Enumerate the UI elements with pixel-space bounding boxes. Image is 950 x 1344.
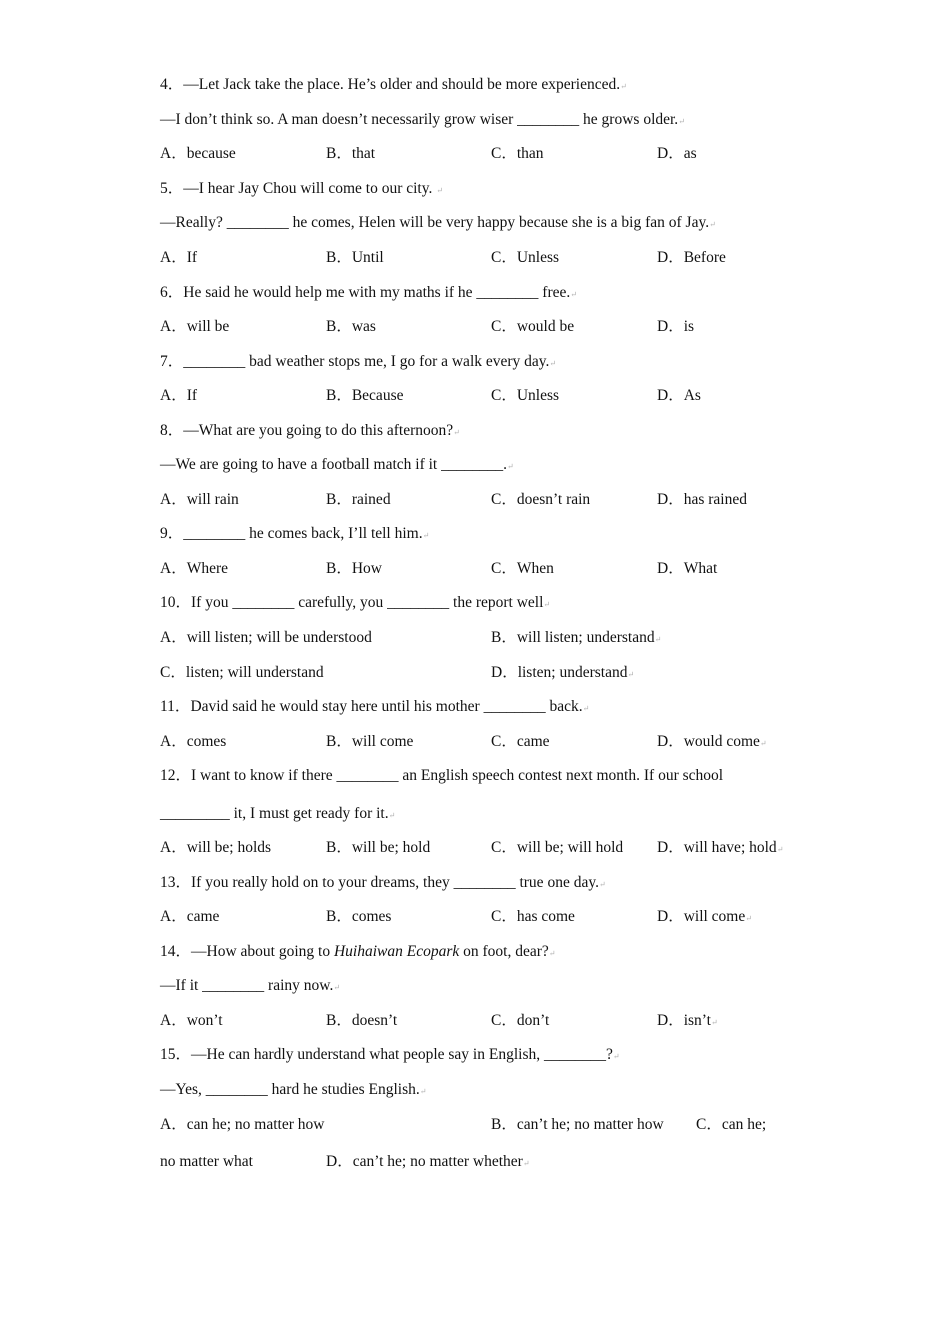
place-name: Huihaiwan Ecopark	[333, 943, 460, 960]
question-11-option-a[interactable]: A．comes	[160, 733, 227, 750]
question-10-option-b[interactable]: B．will listen; understand↵	[491, 629, 662, 646]
question-15-stem-reply: —Yes, ________ hard he studies English.↵	[160, 1081, 427, 1098]
question-12-stem-continued: _________ it, I must get ready for it.↵	[160, 805, 396, 822]
question-9-option-a[interactable]: A．Where	[160, 560, 228, 577]
question-12-option-d[interactable]: D．will have; hold↵	[657, 839, 784, 856]
question-14-stem-reply: —If it ________ rainy now.↵	[160, 977, 341, 994]
question-6-option-c[interactable]: C．would be	[491, 318, 575, 335]
question-7-option-c[interactable]: C．Unless	[491, 387, 560, 404]
question-11-option-d[interactable]: D．would come↵	[657, 733, 767, 750]
question-6-stem: 6．He said he would help me with my maths if he ________ free.↵	[160, 284, 577, 301]
question-10-option-c[interactable]: C．listen; will understand	[160, 664, 324, 681]
question-9-option-b[interactable]: B．How	[326, 560, 382, 577]
question-7-option-d[interactable]: D．As	[657, 387, 701, 404]
question-13-option-a[interactable]: A．came	[160, 908, 220, 925]
question-14-stem: 14．—How about going to Huihaiwan Ecopark on foot, dear?↵	[160, 943, 556, 960]
question-13-option-b[interactable]: B．comes	[326, 908, 392, 925]
question-15-option-c-continued[interactable]: no matter what	[160, 1153, 253, 1170]
question-5-option-c[interactable]: C．Unless	[491, 249, 560, 266]
question-5-stem-reply: —Really? ________ he comes, Helen will be very happy because she is a big fan of Jay.↵	[160, 214, 716, 231]
question-5-stem: 5．—I hear Jay Chou will come to our city. ↵	[160, 180, 443, 197]
question-5-option-d[interactable]: D．Before	[657, 249, 726, 266]
question-14-option-a[interactable]: A．won’t	[160, 1012, 223, 1029]
question-5-option-a[interactable]: A．If	[160, 249, 198, 266]
question-14-option-c[interactable]: C．don’t	[491, 1012, 550, 1029]
question-10-option-a[interactable]: A．will listen; will be understood	[160, 629, 372, 646]
question-12-stem: 12．I want to know if there ________ an English speech contest next month. If our school	[160, 767, 724, 784]
question-7-option-b[interactable]: B．Because	[326, 387, 404, 404]
question-4-option-a[interactable]: A．because	[160, 145, 236, 162]
question-14-option-b[interactable]: B．doesn’t	[326, 1012, 398, 1029]
question-13-stem: 13．If you really hold on to your dreams, they ________ true one day.↵	[160, 874, 606, 891]
question-11-option-b[interactable]: B．will come	[326, 733, 414, 750]
question-15-option-a[interactable]: A．can he; no matter how	[160, 1116, 325, 1133]
question-4-stem: 4．—Let Jack take the place. He’s older and should be more experienced.↵	[160, 76, 627, 93]
question-8-option-a[interactable]: A．will rain	[160, 491, 239, 508]
question-12-option-c[interactable]: C．will be; will hold	[491, 839, 624, 856]
question-4-option-b[interactable]: B．that	[326, 145, 376, 162]
question-6-option-b[interactable]: B．was	[326, 318, 376, 335]
question-7-option-a[interactable]: A．If	[160, 387, 198, 404]
question-4-option-c[interactable]: C．than	[491, 145, 544, 162]
question-11-option-c[interactable]: C．came	[491, 733, 550, 750]
question-8-option-c[interactable]: C．doesn’t rain	[491, 491, 591, 508]
question-13-option-c[interactable]: C．has come	[491, 908, 575, 925]
question-15-option-d[interactable]: D．can’t he; no matter whether↵	[326, 1153, 530, 1170]
question-9-option-d[interactable]: D．What	[657, 560, 718, 577]
question-8-option-d[interactable]: D．has rained	[657, 491, 747, 508]
question-13-option-d[interactable]: D．will come↵	[657, 908, 752, 925]
question-15-option-b[interactable]: B．can’t he; no matter how	[491, 1116, 664, 1133]
question-8-stem-reply: —We are going to have a football match if it ________.↵	[160, 456, 514, 473]
question-6-option-d[interactable]: D．is	[657, 318, 695, 335]
question-9-stem: 9．________ he comes back, I’ll tell him.↵	[160, 525, 430, 542]
question-12-option-b[interactable]: B．will be; hold	[326, 839, 431, 856]
question-12-option-a[interactable]: A．will be; holds	[160, 839, 272, 856]
question-11-stem: 11．David said he would stay here until his mother ________ back.↵	[160, 698, 590, 715]
question-8-stem: 8．—What are you going to do this afternoon?↵	[160, 422, 460, 439]
question-15-option-c[interactable]: C．can he;	[696, 1116, 767, 1133]
question-10-stem: 10．If you ________ carefully, you ________ the report well↵	[160, 594, 551, 611]
question-5-option-b[interactable]: B．Until	[326, 249, 384, 266]
question-4-option-d[interactable]: D．as	[657, 145, 697, 162]
question-4-stem-reply: —I don’t think so. A man doesn’t necessarily grow wiser ________ he grows older.↵	[160, 111, 685, 128]
question-15-stem: 15．—He can hardly understand what people say in English, ________?↵	[160, 1046, 620, 1063]
question-10-option-d[interactable]: D．listen; understand↵	[491, 664, 635, 681]
question-7-stem: 7．________ bad weather stops me, I go for a walk every day.↵	[160, 353, 557, 370]
question-8-option-b[interactable]: B．rained	[326, 491, 391, 508]
question-14-option-d[interactable]: D．isn’t↵	[657, 1012, 718, 1029]
question-6-option-a[interactable]: A．will be	[160, 318, 230, 335]
question-9-option-c[interactable]: C．When	[491, 560, 554, 577]
